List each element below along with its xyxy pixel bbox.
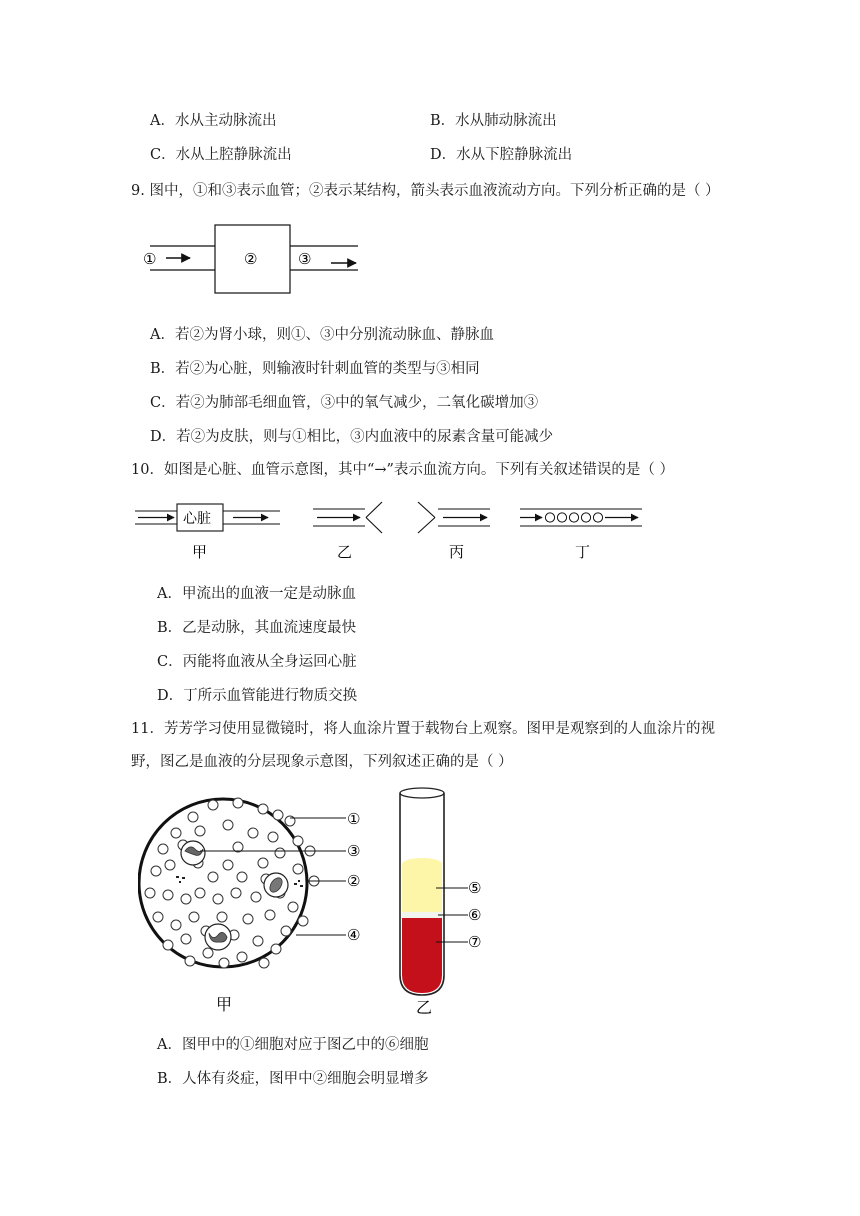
- q9-option-d: D．若②为皮肤，则与①相比，③内血液中的尿素含量可能减少: [150, 429, 554, 445]
- q8-option-a: A．水从主动脉流出: [150, 113, 277, 129]
- q10-label-yi: 乙: [337, 543, 353, 561]
- q11-label-6: ⑥: [468, 906, 482, 924]
- q9-label-3: ③: [298, 250, 312, 268]
- q11-blood-figure: [138, 785, 498, 1020]
- q8-option-b: B．水从肺动脉流出: [430, 113, 557, 129]
- q11-label-5: ⑤: [468, 879, 482, 897]
- q11-label-1: ①: [347, 810, 361, 828]
- q11-label-3: ③: [347, 842, 361, 860]
- q11-label-7: ⑦: [468, 933, 482, 951]
- q11-label-yi: 乙: [416, 998, 433, 1017]
- q9-option-c: C．若②为肺部毛细血管，③中的氧气减少，二氧化碳增加③: [150, 395, 539, 411]
- q10-figure-yi: [313, 502, 382, 533]
- q9-vessel-diagram: [138, 218, 368, 300]
- q9-option-a: A．若②为肾小球，则①、③中分别流动脉血、静脉血: [150, 327, 494, 343]
- q10-figure-jia: [135, 504, 280, 531]
- q9-stem: 9. 图中，①和③表示血管；②表示某结构，箭头表示血液流动方向。下列分析正确的是（ ）: [131, 183, 720, 199]
- q9-option-b: B．若②为心脏，则输液时针刺血管的类型与③相同: [150, 361, 480, 377]
- q11-microscope-field: [139, 798, 346, 968]
- q11-option-b: B．人体有炎症，图甲中②细胞会明显增多: [157, 1071, 429, 1087]
- q10-option-a: A．甲流出的血液一定是动脉血: [157, 586, 356, 602]
- q11-white-cell-2: [264, 873, 288, 897]
- q10-option-d: D．丁所示血管能进行物质交换: [157, 688, 358, 704]
- q10-label-jia: 甲: [192, 543, 208, 561]
- q8-option-d: D．水从下腔静脉流出: [430, 147, 573, 163]
- q11-label-jia: 甲: [216, 995, 233, 1014]
- q10-heart-label: 心脏: [183, 511, 211, 527]
- q11-label-4: ④: [347, 926, 361, 944]
- q8-option-c: C．水从上腔静脉流出: [150, 147, 292, 163]
- q10-heart-vessels-diagram: [130, 494, 650, 564]
- q10-figure-ding: [520, 509, 642, 526]
- q9-label-1: ①: [143, 250, 157, 268]
- q11-test-tube: [400, 788, 468, 995]
- q9-label-2: ②: [244, 250, 258, 268]
- q10-label-bing: 丙: [449, 543, 465, 561]
- q11-stem-line1: 11．芳芳学习使用显微镜时，将人血涂片置于载物台上观察。图甲是观察到的人血涂片的视: [131, 721, 715, 737]
- q11-option-a: A．图甲中的①细胞对应于图乙中的⑥细胞: [157, 1037, 429, 1053]
- q11-white-cell-4: [205, 924, 231, 950]
- q10-option-c: C．丙能将血液从全身运回心脏: [157, 654, 357, 670]
- q10-option-b: B．乙是动脉，其血流速度最快: [157, 620, 357, 636]
- q11-label-2: ②: [347, 872, 361, 890]
- q10-label-ding: 丁: [575, 543, 591, 561]
- q10-stem: 10．如图是心脏、血管示意图，其中“→”表示血流方向。下列有关叙述错误的是（ ）: [131, 462, 675, 478]
- q11-stem-line2: 野，图乙是血液的分层现象示意图，下列叙述正确的是（ ）: [131, 754, 513, 770]
- q10-figure-bing: [418, 502, 490, 533]
- q11-white-cell-3: [181, 841, 205, 865]
